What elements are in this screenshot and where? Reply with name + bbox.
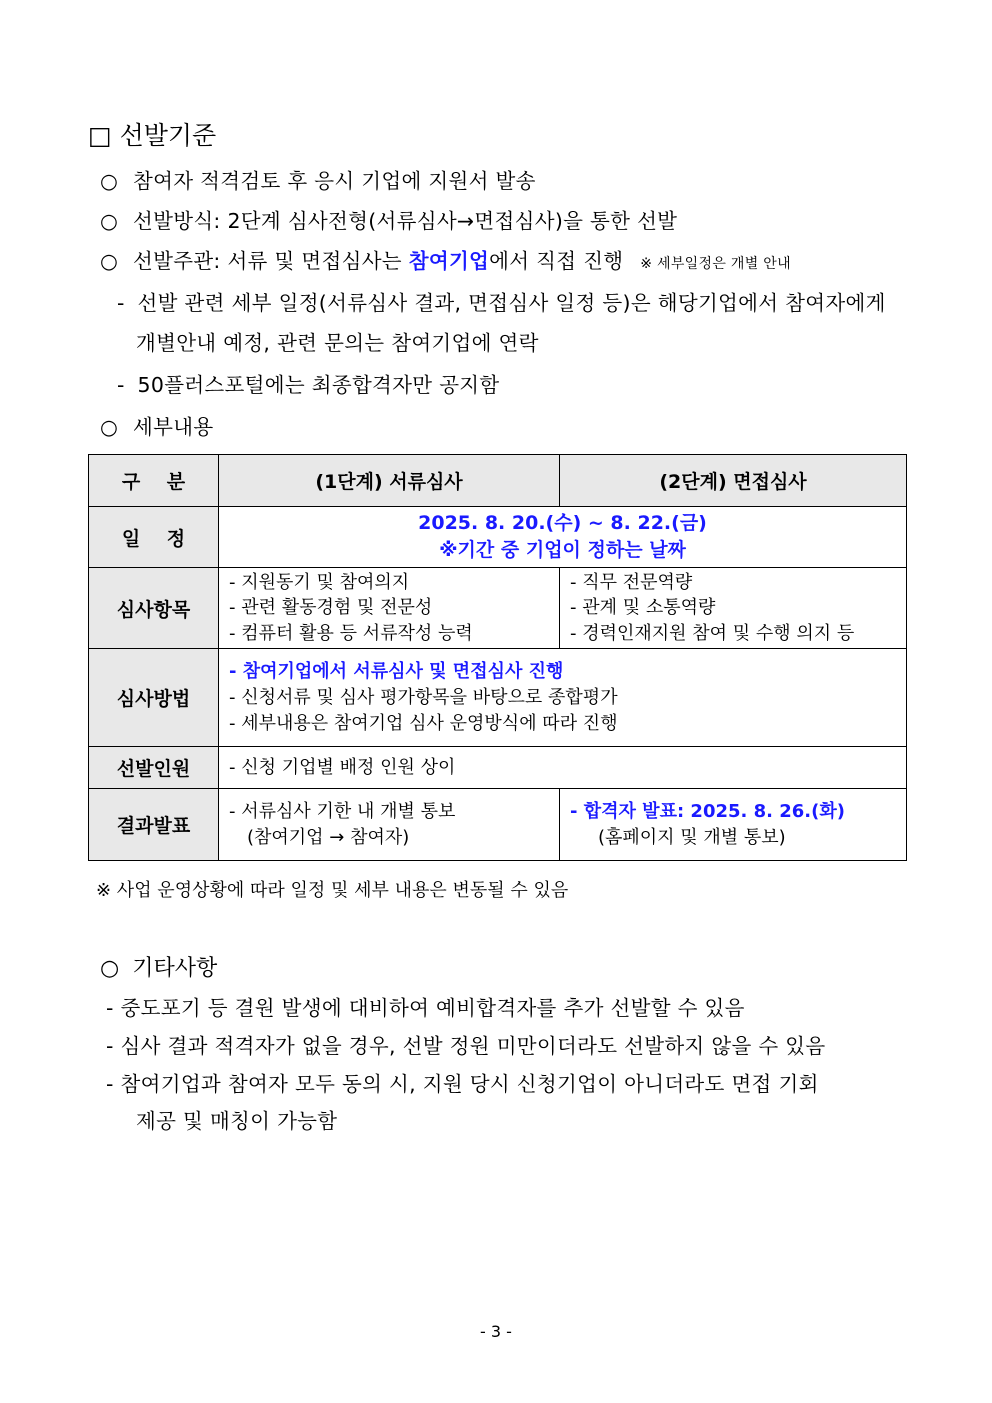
header-stage1: (1단계) 서류심사 — [219, 455, 560, 507]
other-heading — [100, 951, 217, 982]
header-category: 구 분 — [89, 455, 219, 507]
bullet-note: ※ 세부일정은 개별 안내 — [640, 256, 791, 272]
bullet-item — [100, 204, 677, 234]
headcount-cell — [219, 747, 907, 789]
bullet-item — [100, 164, 536, 194]
header-stage2: (2단계) 면접심사 — [560, 455, 907, 507]
row-label-method: 심사방법 — [89, 649, 219, 747]
section-heading — [88, 116, 216, 152]
result-line: (홈페이지 및 개별 통보) — [598, 826, 786, 848]
bullet-item — [100, 244, 791, 274]
items-stage2-cell — [560, 568, 907, 649]
checkbox-square-icon: □ — [88, 121, 112, 150]
result-line: (참여기업 → 참여자) — [247, 826, 410, 848]
dash-text: 50플러스포털에는 최종합격자만 공지함 — [137, 373, 500, 397]
circle-bullet-icon: ○ — [100, 209, 119, 233]
result-stage2-cell — [560, 789, 907, 861]
table-row-headcount — [89, 747, 907, 789]
bullet-text-pre: 선발주관: 서류 및 면접심사는 — [133, 249, 409, 273]
table-row-schedule — [89, 507, 907, 568]
result-stage1-cell — [219, 789, 560, 861]
circle-bullet-icon: ○ — [100, 415, 119, 439]
other-item-continuation: 제공 및 매칭이 가능함 — [136, 1109, 338, 1133]
dash-mark: - — [117, 373, 125, 397]
table-row-result — [89, 789, 907, 861]
result-announcement: 합격자 발표: 2025. 8. 26.(화) — [583, 800, 845, 822]
page-number: - 3 - — [480, 1322, 512, 1341]
list-item: - 컴퓨터 활용 등 서류작성 능력 — [229, 622, 473, 644]
detail-heading-text: 세부내용 — [133, 415, 214, 439]
other-heading-text: 기타사항 — [132, 956, 218, 981]
list-item: - 직무 전문역량 — [570, 571, 693, 593]
schedule-date: 2025. 8. 20.(수) ~ 8. 22.(금) — [418, 512, 707, 534]
other-item: - 중도포기 등 결원 발생에 대비하여 예비합격자를 추가 선발할 수 있음 — [106, 996, 745, 1020]
items-stage1-cell — [219, 568, 560, 649]
other-item: - 참여기업과 참여자 모두 동의 시, 지원 당시 신청기업이 아니더라도 면접 기회 — [106, 1072, 819, 1096]
dash-item — [117, 368, 500, 398]
circle-bullet-icon: ○ — [100, 249, 119, 273]
schedule-note: ※기간 중 기업이 정하는 날짜 — [439, 539, 686, 561]
bullet-text-highlight: 참여기업 — [408, 249, 490, 273]
bullet-text: 참여자 적격검토 후 응시 기업에 지원서 발송 — [133, 169, 536, 193]
other-item: - 심사 결과 적격자가 없을 경우, 선발 정원 미만이더라도 선발하지 않을 수 있음 — [106, 1034, 826, 1058]
result-line: - 서류심사 기한 내 개별 통보 — [229, 800, 456, 822]
method-line: - 세부내용은 참여기업 심사 운영방식에 따라 진행 — [229, 712, 618, 734]
dash-mark: - — [117, 291, 125, 315]
bullet-text: 선발방식: 2단계 심사전형(서류심사→면접심사)을 통한 선발 — [133, 209, 678, 233]
schedule-cell — [219, 507, 907, 568]
row-label-schedule: 일 정 — [89, 507, 219, 568]
list-item: - 지원동기 및 참여의지 — [229, 571, 410, 593]
list-item: - 관련 활동경험 및 전문성 — [229, 597, 433, 619]
table-row-items — [89, 568, 907, 649]
dash-item — [117, 286, 886, 316]
circle-bullet-icon: ○ — [100, 169, 119, 193]
row-label-items: 심사항목 — [89, 568, 219, 649]
list-item: - 경력인재지원 참여 및 수행 의지 등 — [570, 622, 855, 644]
table-note: ※ 사업 운영상황에 따라 일정 및 세부 내용은 변동될 수 있음 — [96, 880, 569, 901]
section-title: 선발기준 — [119, 121, 217, 150]
detail-heading — [100, 410, 213, 440]
dash-text: 선발 관련 세부 일정(서류심사 결과, 면접심사 일정 등)은 해당기업에서 참여자에게 — [137, 291, 886, 315]
headcount-text: - 신청 기업별 배정 인원 상이 — [229, 756, 456, 778]
bullet-text-post: 에서 직접 진행 — [489, 249, 624, 273]
method-line: - 신청서류 및 심사 평가항목을 바탕으로 종합평가 — [229, 686, 618, 708]
row-label-result: 결과발표 — [89, 789, 219, 861]
dash-item-continuation: 개별안내 예정, 관련 문의는 참여기업에 연락 — [136, 331, 539, 355]
selection-table — [88, 454, 907, 861]
method-cell — [219, 649, 907, 747]
list-item: - 관계 및 소통역량 — [570, 597, 716, 619]
table-row-method — [89, 649, 907, 747]
method-line-highlight: - 참여기업에서 서류심사 및 면접심사 진행 — [229, 660, 564, 682]
result-dash: - — [570, 800, 584, 822]
row-label-headcount: 선발인원 — [89, 747, 219, 789]
table-header-row — [89, 455, 907, 507]
circle-bullet-icon: ○ — [100, 956, 120, 981]
